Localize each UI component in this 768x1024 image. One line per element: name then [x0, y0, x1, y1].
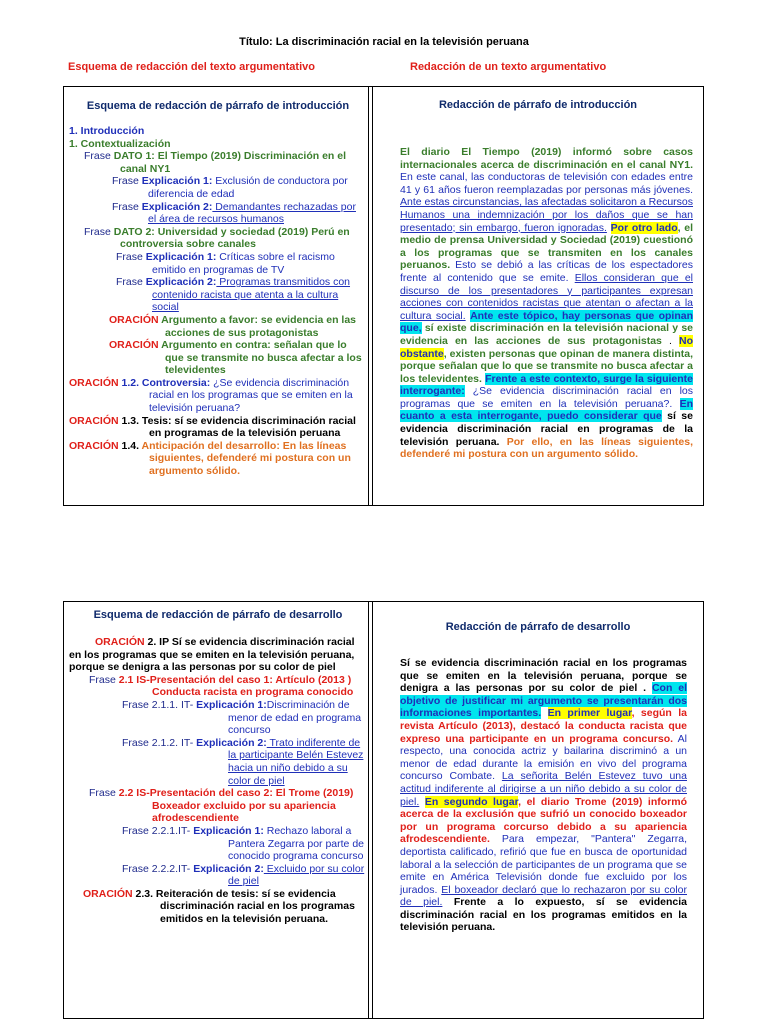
outline-heading-introduction: 1. Introducción	[69, 125, 145, 137]
outline-item-explicacion-2: Frase Explicación 2: Demandantes rechazadas por el área de recursos humanos	[112, 200, 356, 226]
right-column-header: Redacción de un texto argumentativo	[410, 61, 607, 73]
outline-item-caso-1-explicacion-2: Frase 2.1.2. IT- Explicación 2: Trato indiferente de la participante Belén Estevez hacia un niño debido a su color de piel	[122, 736, 364, 787]
intro-outline-title: Esquema de redacción de párrafo de introducción	[86, 100, 350, 112]
outline-item-caso-1: Frase 2.1 IS-Presentación del caso 1: Artículo (2013 ) Conducta racista en programa conocido	[89, 673, 354, 699]
outline-item-explicacion-1b: Frase Explicación 1: Críticas sobre el racismo emitido en programas de TV	[116, 250, 335, 276]
intro-text-title: Redacción de párrafo de introducción	[438, 99, 638, 111]
outline-item-argumento-contra: ORACIÓN Argumento en contra: señalan que lo que se transmite no busca afectar a los televidentes	[109, 339, 362, 377]
outline-item-dato-1: Frase DATO 1: El Tiempo (2019) Discriminación en el canal NY1	[84, 150, 347, 175]
outline-item-caso-2: Frase 2.2 IS-Presentación del caso 2: El Trome (2019) Boxeador excluido por su apariencia afrodescendiente	[89, 787, 354, 825]
development-outline-title: Esquema de redacción de párrafo de desarrollo	[93, 609, 343, 621]
left-column-header: Esquema de redacción del texto argumentativo	[68, 61, 315, 73]
outline-item-caso-1-explicacion-1: Frase 2.1.1. IT- Explicación 1:Discriminación de menor de edad en programa concurso	[122, 698, 362, 737]
outline-item-explicacion-1: Frase Explicación 1: Exclusión de conductora por diferencia de edad	[112, 175, 348, 200]
outline-heading-contextualization: 1. Contextualización	[69, 137, 171, 150]
document-title: Título: La discriminación racial en la televisión peruana	[239, 36, 529, 48]
outline-item-ip: ORACIÓN 2. IP Sí se evidencia discriminación racial en los programas que se emiten en la televisión peruana, porque se denigra a las personas por su color de piel	[69, 636, 355, 674]
outline-item-caso-2-explicacion-2: Frase 2.2.2.IT- Explicación 2: Excluido por su color de piel	[122, 862, 365, 888]
outline-item-controversia: ORACIÓN 1.2. Controversia: ¿Se evidencia discriminación racial en los programas que se emiten en la televisión peruana?	[69, 376, 353, 415]
outline-item-anticipacion: ORACIÓN 1.4. Anticipación del desarrollo: En las líneas siguientes, defenderé mi postura con un argumento sólido.	[69, 439, 351, 478]
intro-paragraph: El diario El Tiempo (2019) informó sobre casos internacionales acerca de discriminación en el canal NY1. En este canal, las conductoras de televisión con edades entre 41 y 61 años fueron reemplazadas por personas más jóvenes. Ante estas circunstancias, las afectadas solicitaron a Recursos Humanos una indemnización por los daños que se han presentado; sin embargo, fueron ignoradas. Por otro lado, el medio de prensa Universidad y Sociedad (2019) cuestionó a los programas que se transmiten en los canales peruanos. Esto se debió a las críticas de los espectadores frente al contenido que se emite. Ellos consideran que el discurso de los presentadores y participantes expresan acciones con contenidos racistas que atentan o afectan a la cultura social. Ante este tópico, hay personas que opinan que, sí existe discriminación en la televisión nacional y se evidencia en las acciones de sus protagonistas . No obstante, existen personas que opinan de manera distinta, porque señalan que lo que se transmite no busca afectar a los televidentes. Frente a este contexto, surge la siguiente interrogante: ¿Se evidencia discriminación racial en los programas que se emiten en la televisión peruana?. En cuanto a esta interrogante, puedo considerar que sí se evidencia discriminación racial en programas de la televisión peruana. Por ello, en las líneas siguientes, defenderé mi postura con un argumento sólido.	[400, 146, 694, 461]
outline-item-reiteracion-tesis: ORACIÓN 2.3. Reiteración de tesis: sí se evidencia discriminación racial en los programas emitidos en la televisión peruana.	[83, 887, 355, 926]
outline-item-dato-2: Frase DATO 2: Universidad y sociedad (2019) Perú en controversia sobre canales	[84, 225, 350, 251]
outline-item-caso-2-explicacion-1: Frase 2.2.1.IT- Explicación 1: Rechazo laboral a Pantera Zegarra por parte de conocido programa concurso	[122, 824, 364, 863]
intro-column-divider	[368, 87, 371, 505]
development-outline	[69, 636, 365, 926]
outline-item-argumento-favor: ORACIÓN Argumento a favor: se evidencia en las acciones de sus protagonistas	[109, 313, 357, 339]
outline-item-tesis: ORACIÓN 1.3. Tesis: sí se evidencia discriminación racial en programas de la televisión peruana	[69, 414, 356, 440]
outline-item-explicacion-2b: Frase Explicación 2: Programas transmitidos con contenido racista que atenta a la cultura social	[116, 276, 351, 314]
development-paragraph: Sí se evidencia discriminación racial en los programas que se emiten en la televisión peruana, porque se denigra a las personas por su color de piel . Con el objetivo de justificar mi argumento se presentarán dos informaciones importantes. En primer lugar, según la revista Artículo (2013), destacó la conducta racista que expreso una participante en un programa concurso. Al respecto, una conocida actriz y bailarina discriminó a un menor de edad durante la emisión en vivo del programa concurso Combate. La señorita Belén Estevez tuvo una actitud indiferente al dirigirse a un niño debido a su color de piel. En segundo lugar, el diario Trome (2019) informó acerca de la exclusión que sufrió un conocido boxeador por un programa corcurso debido a su apariencia afrodescendiente. Para empezar, "Pantera" Zegarra, deportista calificado, refirió que fue en busca de oportunidad laboral a la selección de participantes de un programa que se emite en América Televisión donde fue excluido por los jurados. El boxeador declaró que lo rechazaron por su color de piel. Frente a lo expuesto, sí se evidencia discriminación racial en los programas emitidos en la televisión peruana.	[400, 657, 688, 934]
intro-outline	[69, 125, 367, 478]
development-text-title: Redacción de párrafo de desarrollo	[445, 621, 631, 633]
